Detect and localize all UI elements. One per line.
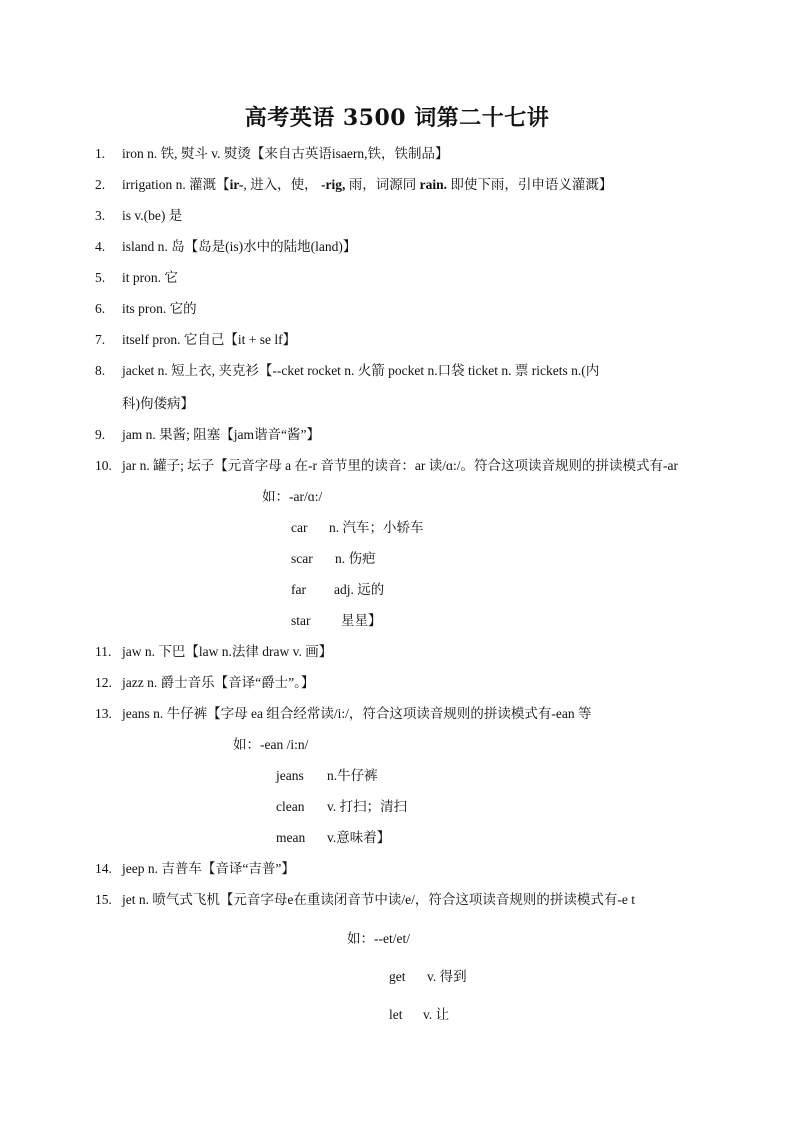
example-meaning: adj. 远的: [334, 582, 385, 597]
example-meaning: v.意味着】: [327, 830, 391, 845]
text-segment: irrigation n. 灌溉【: [122, 177, 230, 192]
item-text: jazz n. 爵士音乐【音译“爵士”。】: [122, 675, 315, 690]
item-number: 12.: [95, 675, 112, 690]
item-number: 14.: [95, 861, 112, 876]
item-text: island n. 岛【岛是(is)水中的陆地(land)】: [122, 239, 357, 254]
item-text: itself pron. 它自己【it + se lf】: [122, 332, 297, 347]
item-text: jar n. 罐子; 坛子【元音字母 a 在-r 音节里的读音：ar 读/ɑ:/。符合这项读音规则的拼读模式有-ar: [122, 458, 679, 473]
example-word: jeans: [276, 768, 304, 783]
text-segment: , 进入，使，: [243, 177, 321, 192]
item-text: jet n. 喷气式飞机【元音字母e在重读闭音节中读/e/，符合这项读音规则的拼读模式有-e t: [122, 892, 635, 907]
item-text: jam n. 果酱; 阻塞【jam谐音“酱”】: [122, 427, 320, 442]
pattern-text: 如：--et/et/: [347, 931, 410, 946]
item-number: 13.: [95, 706, 112, 721]
item-number: 4.: [95, 239, 106, 254]
bold-segment: -rig,: [321, 177, 346, 192]
item-text: jeans n. 牛仔裤【字母 ea 组合经常读/i:/，符合这项读音规则的拼读模式有-ean 等: [122, 706, 592, 721]
item-text: jacket n. 短上衣, 夹克衫【--cket rocket n. 火箭 pocket n.口袋 ticket n. 票 rickets n.(内: [122, 363, 600, 378]
example-word: star: [291, 613, 311, 628]
example-word: mean: [276, 830, 306, 845]
item-number: 10.: [95, 458, 112, 473]
example-meaning: 星星】: [341, 613, 382, 628]
example-meaning: n. 伤疤: [335, 551, 376, 566]
bold-segment: rain.: [419, 177, 448, 192]
item-text: it pron. 它: [122, 270, 178, 285]
item-text: 科)佝偻病】: [122, 396, 194, 411]
item-text: jeep n. 吉普车【音译“吉普”】: [122, 861, 295, 876]
item-number: 9.: [95, 427, 106, 442]
item-number: 8.: [95, 363, 106, 378]
item-number: 5.: [95, 270, 106, 285]
example-meaning: v. 得到: [427, 969, 467, 984]
page-title: 高考英语 3500 词第二十七讲: [244, 105, 550, 131]
example-word: clean: [276, 799, 305, 814]
example-meaning: n.牛仔裤: [327, 768, 378, 783]
example-meaning: v. 打扫；清扫: [327, 799, 408, 814]
example-meaning: v. 让: [423, 1007, 450, 1022]
item-number: 6.: [95, 301, 106, 316]
example-word: let: [389, 1007, 403, 1022]
example-word: scar: [291, 551, 313, 566]
text-segment: 雨，词源同: [345, 177, 420, 192]
example-meaning: n. 汽车；小轿车: [329, 520, 424, 535]
item-text: [122, 176, 612, 194]
bold-segment: ir-: [229, 177, 244, 192]
item-text: its pron. 它的: [122, 301, 197, 316]
example-word: far: [291, 582, 306, 597]
example-word: car: [291, 520, 308, 535]
item-number: 7.: [95, 332, 106, 347]
item-number: 11.: [95, 644, 112, 659]
item-text: is v.(be) 是: [122, 208, 183, 223]
item-text: jaw n. 下巴【law n.法律 draw v. 画】: [122, 644, 333, 659]
item-number: 15.: [95, 892, 112, 907]
item-number: 3.: [95, 208, 106, 223]
item-number: 2.: [95, 177, 106, 192]
pattern-text: 如：-ar/ɑ:/: [262, 489, 323, 504]
item-number: 1.: [95, 146, 106, 161]
example-word: get: [389, 969, 406, 984]
item-text: iron n. 铁, 熨斗 v. 熨烫【来自古英语isaern,铁，铁制品】: [122, 146, 449, 161]
pattern-text: 如：-ean /i:n/: [233, 737, 309, 752]
text-segment: 即使下雨，引申语义灌溉】: [447, 177, 613, 192]
